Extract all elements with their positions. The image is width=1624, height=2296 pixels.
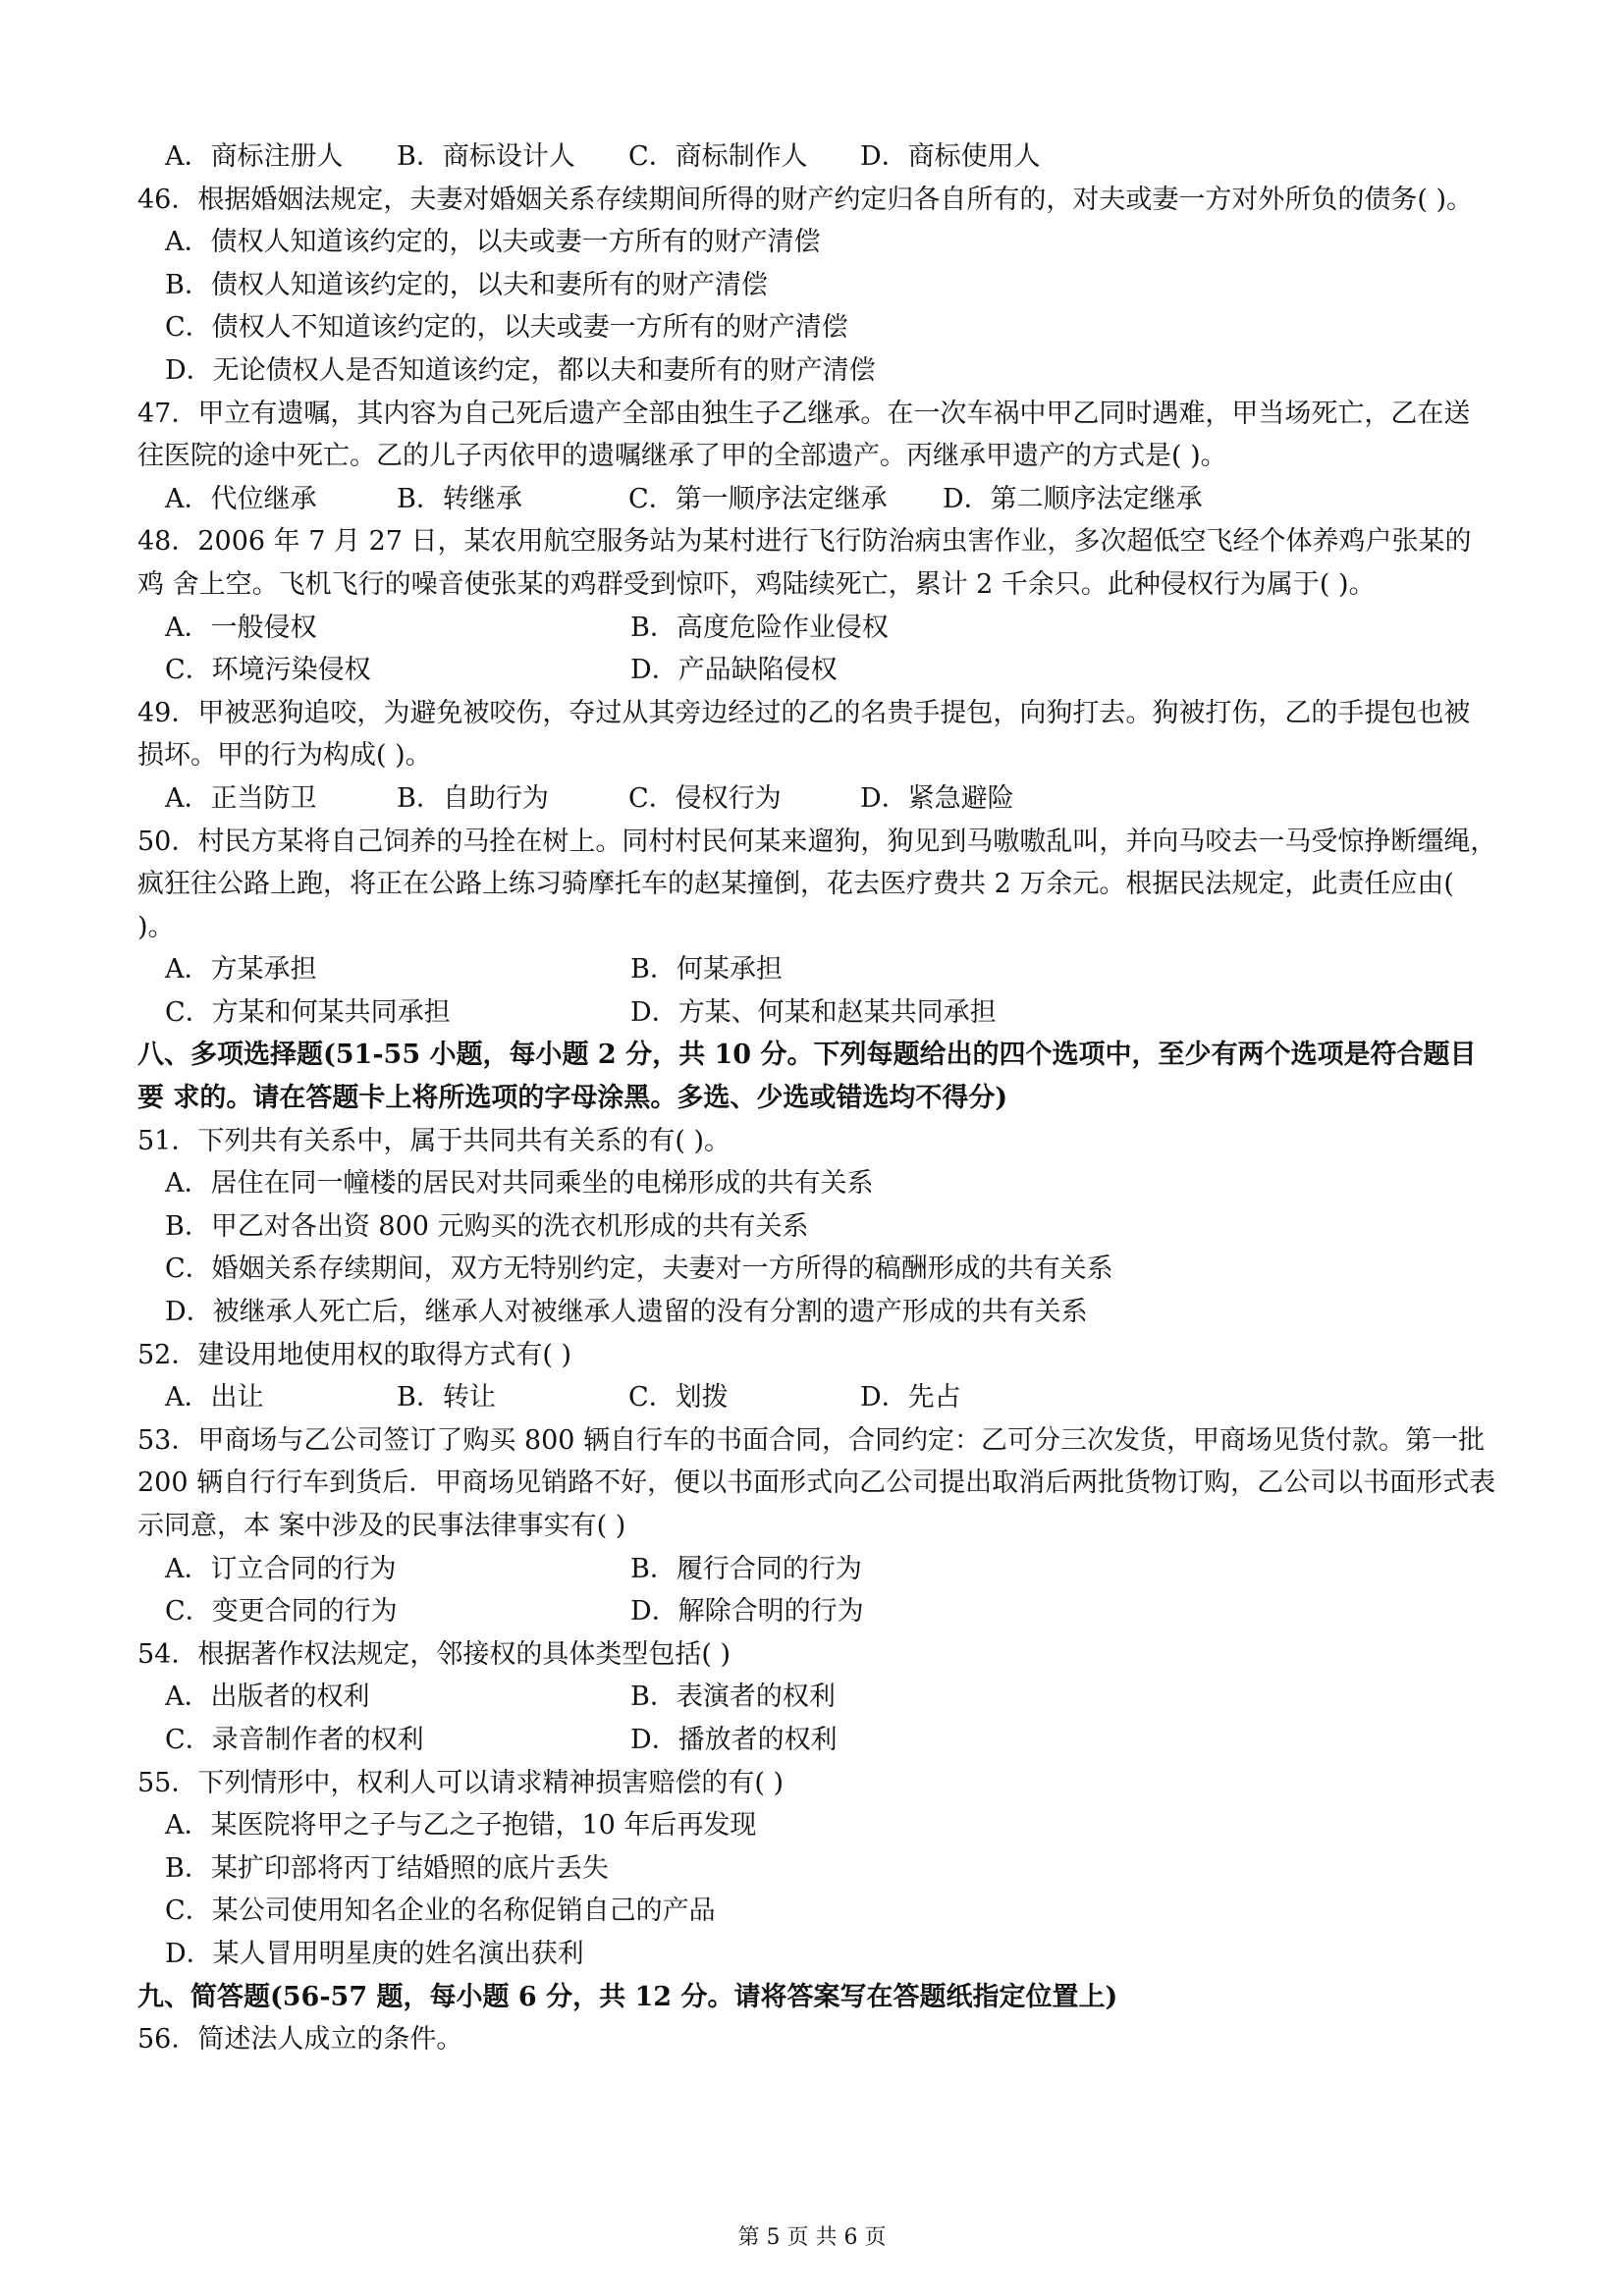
q56-stem: 56．简述法人成立的条件。 bbox=[137, 2024, 463, 2056]
q52-stem: 52．建设用地使用权的取得方式有( ) bbox=[137, 1339, 572, 1370]
q51-stem: 51．下列共有关系中，属于共同共有关系的有( )。 bbox=[137, 1125, 731, 1156]
q48-options-row1 bbox=[137, 607, 1497, 650]
q48-options-row2 bbox=[137, 649, 1497, 692]
q55-option-a: A．某医院将甲之子与乙之子抱错，10 年后再发现 bbox=[165, 1810, 757, 1842]
option-a: A．出让 bbox=[165, 1382, 264, 1414]
q55-option-b: B．某扩印部将丙丁结婚照的底片丢失 bbox=[165, 1852, 609, 1884]
q50-options-row1 bbox=[137, 948, 1497, 991]
q46-option-c: C．债权人不知道该约定的，以夫或妻一方所有的财产清偿 bbox=[165, 312, 848, 344]
option-d: D．产品缺陷侵权 bbox=[630, 655, 838, 686]
q51-option-c: C．婚姻关系存续期间，双方无特别约定，夫妻对一方所得的稿酬形成的共有关系 bbox=[165, 1254, 1113, 1285]
q46-option-a: A．债权人知道该约定的，以夫或妻一方所有的财产清偿 bbox=[165, 227, 821, 258]
option-c: C．变更合同的行为 bbox=[165, 1596, 398, 1628]
q46-stem: 46．根据婚姻法规定，夫妻对婚姻关系存续期间所得的财产约定归各自所有的，对夫或妻一方对外所负的债务( )。 bbox=[137, 184, 1474, 215]
option-d: D．解除合明的行为 bbox=[630, 1596, 864, 1628]
option-d: D．播放者的权利 bbox=[630, 1724, 838, 1755]
q49-options bbox=[137, 777, 1497, 821]
option-c: C．录音制作者的权利 bbox=[165, 1724, 424, 1755]
option-a: A．订立合同的行为 bbox=[165, 1553, 397, 1584]
q53-options-row1 bbox=[137, 1548, 1497, 1591]
q51-option-a: A．居住在同一幢楼的居民对共同乘坐的电梯形成的共有关系 bbox=[165, 1168, 874, 1200]
option-b: B．表演者的权利 bbox=[630, 1682, 836, 1713]
q50-stem: 50．村民方某将自己饲养的马拴在树上。同村村民何某来遛狗，狗见到马嗷嗷乱叫，并向马咬去一马受惊挣断缰绳， 疯狂往公路上跑，将正在公路上练习骑摩托车的赵某撞倒，花去医疗费共 2 万余元。根据民法规定，此责任应由( )。 bbox=[137, 826, 1497, 942]
section-9-heading: 九、简答题(56-57 题，每小题 6 分，共 12 分。请将答案写在答题纸指定位置上) bbox=[137, 1981, 1118, 2012]
option-a: A．正当防卫 bbox=[165, 782, 317, 814]
option-c: C．划拨 bbox=[628, 1382, 729, 1414]
q55-stem: 55．下列情形中，权利人可以请求精神损害赔偿的有( ) bbox=[137, 1767, 785, 1798]
q46-option-b: B．债权人知道该约定的，以夫和妻所有的财产清偿 bbox=[165, 269, 768, 300]
q49-stem: 49．甲被恶狗追咬，为避免被咬伤，夺过从其旁边经过的乙的名贵手提包，向狗打去。狗被打伤，乙的手提包也被 损坏。甲的行为构成( )。 bbox=[137, 697, 1471, 772]
option-a: A．方某承担 bbox=[165, 954, 317, 986]
q50-options-row2 bbox=[137, 991, 1497, 1035]
exam-page-content bbox=[137, 135, 1497, 2061]
q55-option-d: D．某人冒用明星庚的姓名演出获利 bbox=[165, 1938, 584, 1969]
q54-options-row2 bbox=[137, 1719, 1497, 1762]
option-d: D．紧急避险 bbox=[860, 782, 1014, 814]
q48-stem: 48．2006 年 7 月 27 日，某农用航空服务站为某村进行飞行防治病虫害作业，多次超低空飞经个体养鸡户张某的鸡 舍上空。飞机飞行的噪音使张某的鸡群受到惊吓，鸡陆续死亡，累计 2 千余只。此种侵权行为属于( )。 bbox=[137, 526, 1472, 600]
section-8-heading: 八、多项选择题(51-55 小题，每小题 2 分，共 10 分。下列每题给出的四个选项中，至少有两个选项是符合题目要 求的。请在答题卡上将所选项的字母涂黑。多选、少选或错选均不得分) bbox=[137, 1040, 1477, 1114]
option-b: B．高度危险作业侵权 bbox=[630, 612, 889, 643]
page-footer: 第 5 页 共 6 页 bbox=[737, 2225, 887, 2250]
option-d: D．方某、何某和赵某共同承担 bbox=[630, 996, 997, 1028]
q47-stem: 47．甲立有遗嘱，其内容为自己死后遗产全部由独生子乙继承。在一次车祸中甲乙同时遇难，甲当场死亡，乙在送 往医院的途中死亡。乙的儿子丙依甲的遗嘱继承了甲的全部遗产。丙继承甲遗产的方式是( )。 bbox=[137, 398, 1471, 472]
option-d: D．先占 bbox=[860, 1382, 961, 1414]
q51-option-b: B．甲乙对各出资 800 元购买的洗衣机形成的共有关系 bbox=[165, 1210, 809, 1242]
option-c: C．侵权行为 bbox=[628, 782, 782, 814]
q46-option-d: D．无论债权人是否知道该约定，都以夫和妻所有的财产清偿 bbox=[165, 354, 876, 386]
option-b: B．商标设计人 bbox=[397, 141, 575, 172]
option-b: B．何某承担 bbox=[630, 954, 783, 986]
option-c: C．方某和何某共同承担 bbox=[165, 996, 451, 1028]
option-b: B．转继承 bbox=[397, 483, 522, 514]
option-d: D．商标使用人 bbox=[860, 141, 1041, 172]
option-c: C．环境污染侵权 bbox=[165, 655, 371, 686]
q51-option-d: D．被继承人死亡后，继承人对被继承人遗留的没有分割的遗产形成的共有关系 bbox=[165, 1297, 1088, 1328]
option-b: B．履行合同的行为 bbox=[630, 1553, 862, 1584]
option-d: D．第二顺序法定继承 bbox=[943, 483, 1203, 514]
q54-options-row1 bbox=[137, 1676, 1497, 1719]
q54-stem: 54．根据著作权法规定，邻接权的具体类型包括( ) bbox=[137, 1638, 731, 1670]
option-c: C．第一顺序法定继承 bbox=[628, 483, 888, 514]
q55-option-c: C．某公司使用知名企业的名称促销自己的产品 bbox=[165, 1896, 716, 1927]
option-a: A．商标注册人 bbox=[165, 141, 344, 172]
q52-options bbox=[137, 1376, 1497, 1419]
option-a: A．一般侵权 bbox=[165, 612, 317, 643]
option-b: B．转让 bbox=[397, 1382, 496, 1414]
option-a: A．出版者的权利 bbox=[165, 1682, 370, 1713]
q47-options bbox=[137, 478, 1497, 521]
option-a: A．代位继承 bbox=[165, 483, 317, 514]
q53-stem: 53．甲商场与乙公司签订了购买 800 辆自行车的书面合同，合同约定：乙可分三次发货，甲商场见货付款。第一批 200 辆自行行车到货后．甲商场见销路不好，便以书面形式向乙公司提出取消后两批货物订购，乙公司以书面形式表示同意，本 案中涉及的民事法律事实有( ) bbox=[137, 1424, 1496, 1541]
option-c: C．商标制作人 bbox=[628, 141, 808, 172]
q53-options-row2 bbox=[137, 1590, 1497, 1633]
q45-options bbox=[137, 135, 1497, 179]
option-b: B．自助行为 bbox=[397, 782, 549, 814]
